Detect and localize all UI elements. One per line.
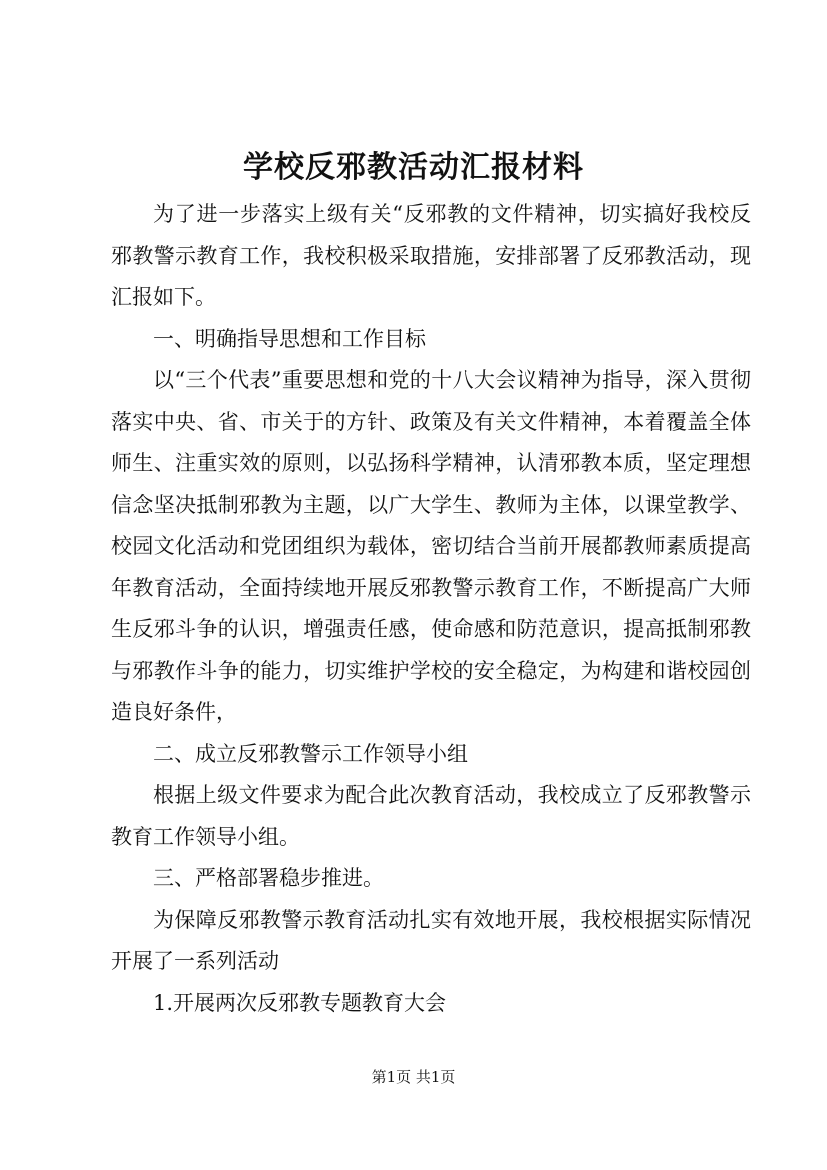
page-footer: 第1页 共1页 bbox=[371, 1068, 456, 1086]
section-heading-2: 二、成立反邪教警示工作领导小组 bbox=[153, 741, 468, 766]
intro-paragraph: 为了进一步落实上级有关“反邪教的文件精神，切实搞好我校反邪教警示教育工作，我校积极采取措施，安排部署了反邪教活动，现汇报如下。 bbox=[111, 202, 751, 309]
list-item-1: 1.开展两次反邪教专题教育大会 bbox=[153, 990, 447, 1015]
document-title: 学校反邪教活动汇报材料 bbox=[243, 150, 584, 185]
document-body bbox=[111, 194, 751, 1024]
section-paragraph-3: 为保障反邪教警示教育活动扎实有效地开展，我校根据实际情况开展了一系列活动 bbox=[111, 907, 751, 973]
section-heading-1: 一、明确指导思想和工作目标 bbox=[153, 326, 426, 351]
section-paragraph-2: 根据上级文件要求为配合此次教育活动，我校成立了反邪教警示教育工作领导小组。 bbox=[111, 783, 751, 849]
section-paragraph-1: 以“三个代表”重要思想和党的十八大会议精神为指导，深入贯彻落实中央、省、市关于的方针、政策及有关文件精神，本着覆盖全体师生、注重实效的原则，以弘扬科学精神，认清邪教本质，坚定理想信念坚决抵制邪教为主题，以广大学生、教师为主体，以课堂教学、校园文化活动和党团组织为载体，密切结合当前开展都教师素质提高年教育活动，全面持续地开展反邪教警示教育工作，不断提高广大师生反邪斗争的认识，增强责任感，使命感和防范意识，提高抵制邪教与邪教作斗争的能力，切实维护学校的安全稳定，为构建和谐校园创造良好条件， bbox=[111, 368, 751, 724]
section-heading-3: 三、严格部署稳步推进。 bbox=[153, 866, 384, 890]
